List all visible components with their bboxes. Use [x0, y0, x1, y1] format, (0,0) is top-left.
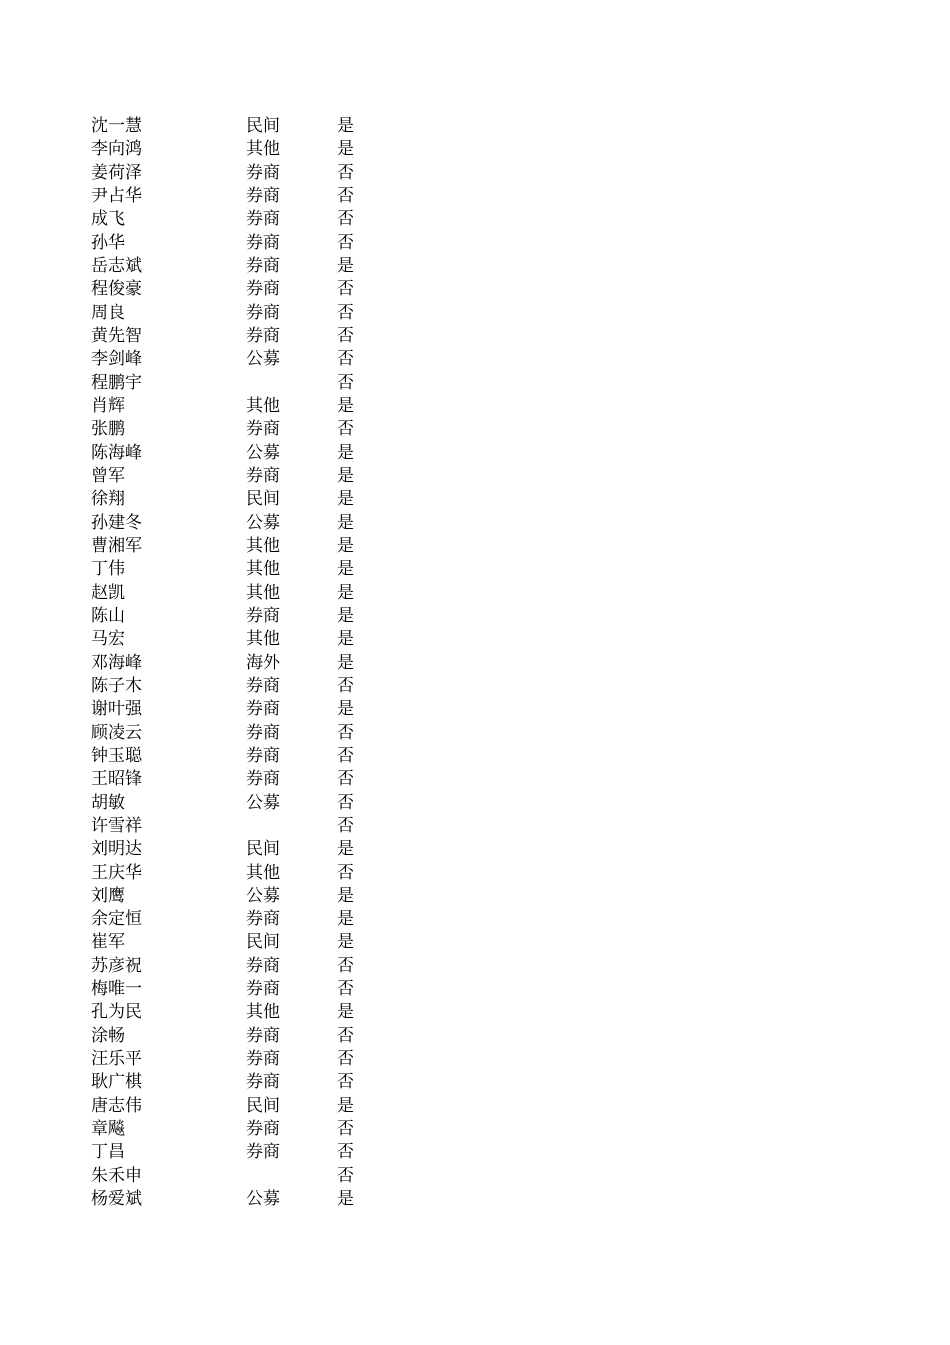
- flag-cell: 否: [337, 722, 354, 743]
- name-cell: 汪乐平: [91, 1049, 142, 1070]
- table-row: [91, 1001, 391, 1024]
- type-cell: 其他: [246, 395, 280, 416]
- type-cell: 券商: [246, 255, 280, 276]
- type-cell: 其他: [246, 1002, 280, 1023]
- type-cell: 券商: [246, 605, 280, 626]
- flag-cell: 是: [337, 932, 354, 953]
- flag-cell: 否: [337, 419, 354, 440]
- type-cell: 券商: [246, 1072, 280, 1093]
- flag-cell: 否: [337, 232, 354, 253]
- table-row: [91, 325, 391, 348]
- name-cell: 胡敏: [91, 792, 125, 813]
- flag-cell: 否: [337, 979, 354, 1000]
- name-cell: 孔为民: [91, 1002, 142, 1023]
- table-row: [91, 442, 391, 465]
- flag-cell: 否: [337, 862, 354, 883]
- flag-cell: 否: [337, 792, 354, 813]
- type-cell: 券商: [246, 769, 280, 790]
- flag-cell: 否: [337, 162, 354, 183]
- type-cell: 券商: [246, 1119, 280, 1140]
- name-cell: 黄先智: [91, 325, 142, 346]
- type-cell: 公募: [246, 792, 280, 813]
- name-cell: 孙华: [91, 232, 125, 253]
- flag-cell: 否: [337, 745, 354, 766]
- flag-cell: 否: [337, 1072, 354, 1093]
- name-cell: 程俊豪: [91, 279, 142, 300]
- table-row: [91, 675, 391, 698]
- data-table: [91, 115, 391, 1211]
- table-row: [91, 1071, 391, 1094]
- type-cell: 民间: [246, 116, 280, 136]
- table-row: [91, 862, 391, 885]
- flag-cell: 是: [337, 442, 354, 463]
- name-cell: 刘鹰: [91, 885, 125, 906]
- type-cell: 民间: [246, 1095, 280, 1116]
- flag-cell: 否: [337, 1119, 354, 1140]
- type-cell: 其他: [246, 535, 280, 556]
- table-row: [91, 698, 391, 721]
- table-row: [91, 768, 391, 791]
- name-cell: 陈山: [91, 605, 125, 626]
- name-cell: 王昭锋: [91, 769, 142, 790]
- type-cell: 其他: [246, 582, 280, 603]
- type-cell: 券商: [246, 1025, 280, 1046]
- type-cell: 券商: [246, 419, 280, 440]
- name-cell: 沈一慧: [91, 116, 142, 136]
- name-cell: 杨爱斌: [91, 1189, 142, 1210]
- type-cell: 海外: [246, 652, 280, 673]
- table-row: [91, 372, 391, 395]
- table-row: [91, 535, 391, 558]
- flag-cell: 是: [337, 582, 354, 603]
- table-row: [91, 582, 391, 605]
- table-row: [91, 1165, 391, 1188]
- table-row: [91, 138, 391, 161]
- type-cell: 公募: [246, 349, 280, 370]
- table-row: [91, 185, 391, 208]
- type-cell: 公募: [246, 512, 280, 533]
- type-cell: 券商: [246, 209, 280, 230]
- table-row: [91, 605, 391, 628]
- name-cell: 李向鸿: [91, 139, 142, 160]
- type-cell: 券商: [246, 909, 280, 930]
- name-cell: 唐志伟: [91, 1095, 142, 1116]
- type-cell: 券商: [246, 979, 280, 1000]
- table-row: [91, 348, 391, 371]
- flag-cell: 是: [337, 629, 354, 650]
- name-cell: 周良: [91, 302, 125, 323]
- flag-cell: 是: [337, 839, 354, 860]
- flag-cell: 是: [337, 535, 354, 556]
- type-cell: 券商: [246, 279, 280, 300]
- table-row: [91, 208, 391, 231]
- table-row: [91, 745, 391, 768]
- flag-cell: 是: [337, 1189, 354, 1210]
- name-cell: 孙建冬: [91, 512, 142, 533]
- name-cell: 陈海峰: [91, 442, 142, 463]
- type-cell: 券商: [246, 1142, 280, 1163]
- type-cell: 券商: [246, 675, 280, 696]
- name-cell: 余定恒: [91, 909, 142, 930]
- flag-cell: 是: [337, 255, 354, 276]
- flag-cell: 否: [337, 302, 354, 323]
- name-cell: 章飚: [91, 1119, 125, 1140]
- name-cell: 许雪祥: [91, 815, 142, 836]
- flag-cell: 是: [337, 909, 354, 930]
- type-cell: 券商: [246, 465, 280, 486]
- type-cell: 券商: [246, 232, 280, 253]
- flag-cell: 是: [337, 1095, 354, 1116]
- flag-cell: 否: [337, 675, 354, 696]
- type-cell: 券商: [246, 722, 280, 743]
- name-cell: 曹湘军: [91, 535, 142, 556]
- table-row: [91, 302, 391, 325]
- type-cell: 民间: [246, 932, 280, 953]
- table-row: [91, 628, 391, 651]
- table-row: [91, 885, 391, 908]
- flag-cell: 是: [337, 885, 354, 906]
- name-cell: 朱禾申: [91, 1165, 142, 1186]
- flag-cell: 否: [337, 955, 354, 976]
- flag-cell: 否: [337, 769, 354, 790]
- table-row: [91, 908, 391, 931]
- flag-cell: 否: [337, 1049, 354, 1070]
- table-row: [91, 162, 391, 185]
- name-cell: 成飞: [91, 209, 125, 230]
- name-cell: 涂畅: [91, 1025, 125, 1046]
- name-cell: 马宏: [91, 629, 125, 650]
- flag-cell: 是: [337, 559, 354, 580]
- flag-cell: 是: [337, 395, 354, 416]
- table-row: [91, 815, 391, 838]
- flag-cell: 否: [337, 185, 354, 206]
- table-row: [91, 488, 391, 511]
- table-row: [91, 1118, 391, 1141]
- name-cell: 张鹏: [91, 419, 125, 440]
- type-cell: 公募: [246, 1189, 280, 1210]
- flag-cell: 否: [337, 349, 354, 370]
- table-row: [91, 255, 391, 278]
- table-row: [91, 115, 391, 138]
- name-cell: 李剑峰: [91, 349, 142, 370]
- flag-cell: 否: [337, 372, 354, 393]
- type-cell: 其他: [246, 862, 280, 883]
- flag-cell: 是: [337, 699, 354, 720]
- type-cell: 券商: [246, 699, 280, 720]
- flag-cell: 是: [337, 139, 354, 160]
- name-cell: 谢叶强: [91, 699, 142, 720]
- flag-cell: 是: [337, 465, 354, 486]
- name-cell: 岳志斌: [91, 255, 142, 276]
- name-cell: 崔军: [91, 932, 125, 953]
- table-row: [91, 838, 391, 861]
- type-cell: 券商: [246, 302, 280, 323]
- flag-cell: 否: [337, 279, 354, 300]
- type-cell: 其他: [246, 559, 280, 580]
- table-row: [91, 395, 391, 418]
- flag-cell: 是: [337, 1002, 354, 1023]
- type-cell: 公募: [246, 885, 280, 906]
- table-row: [91, 1048, 391, 1071]
- name-cell: 曾军: [91, 465, 125, 486]
- flag-cell: 是: [337, 489, 354, 510]
- name-cell: 钟玉聪: [91, 745, 142, 766]
- flag-cell: 否: [337, 325, 354, 346]
- name-cell: 丁昌: [91, 1142, 125, 1163]
- table-row: [91, 722, 391, 745]
- name-cell: 邓海峰: [91, 652, 142, 673]
- table-row: [91, 931, 391, 954]
- type-cell: 民间: [246, 489, 280, 510]
- flag-cell: 否: [337, 1025, 354, 1046]
- type-cell: 券商: [246, 745, 280, 766]
- type-cell: 民间: [246, 839, 280, 860]
- type-cell: 券商: [246, 162, 280, 183]
- type-cell: 券商: [246, 955, 280, 976]
- table-row: [91, 1025, 391, 1048]
- type-cell: 券商: [246, 1049, 280, 1070]
- name-cell: 尹占华: [91, 185, 142, 206]
- name-cell: 姜荷泽: [91, 162, 142, 183]
- name-cell: 王庆华: [91, 862, 142, 883]
- flag-cell: 否: [337, 815, 354, 836]
- flag-cell: 否: [337, 209, 354, 230]
- name-cell: 刘明达: [91, 839, 142, 860]
- name-cell: 赵凯: [91, 582, 125, 603]
- type-cell: 其他: [246, 139, 280, 160]
- table-row: [91, 955, 391, 978]
- flag-cell: 否: [337, 1142, 354, 1163]
- type-cell: 公募: [246, 442, 280, 463]
- name-cell: 肖辉: [91, 395, 125, 416]
- table-row: [91, 1141, 391, 1164]
- flag-cell: 是: [337, 652, 354, 673]
- name-cell: 耿广棋: [91, 1072, 142, 1093]
- table-row: [91, 792, 391, 815]
- flag-cell: 是: [337, 116, 354, 136]
- table-row: [91, 278, 391, 301]
- type-cell: 其他: [246, 629, 280, 650]
- name-cell: 丁伟: [91, 559, 125, 580]
- name-cell: 梅唯一: [91, 979, 142, 1000]
- table-row: [91, 512, 391, 535]
- table-row: [91, 465, 391, 488]
- type-cell: 券商: [246, 185, 280, 206]
- table-row: [91, 978, 391, 1001]
- name-cell: 程鹏宇: [91, 372, 142, 393]
- type-cell: 券商: [246, 325, 280, 346]
- table-row: [91, 232, 391, 255]
- flag-cell: 是: [337, 605, 354, 626]
- name-cell: 徐翔: [91, 489, 125, 510]
- table-row: [91, 1095, 391, 1118]
- name-cell: 顾凌云: [91, 722, 142, 743]
- flag-cell: 是: [337, 512, 354, 533]
- table-row: [91, 652, 391, 675]
- flag-cell: 否: [337, 1165, 354, 1186]
- table-row: [91, 418, 391, 441]
- table-row: [91, 558, 391, 581]
- name-cell: 苏彦祝: [91, 955, 142, 976]
- table-row: [91, 1188, 391, 1211]
- name-cell: 陈子木: [91, 675, 142, 696]
